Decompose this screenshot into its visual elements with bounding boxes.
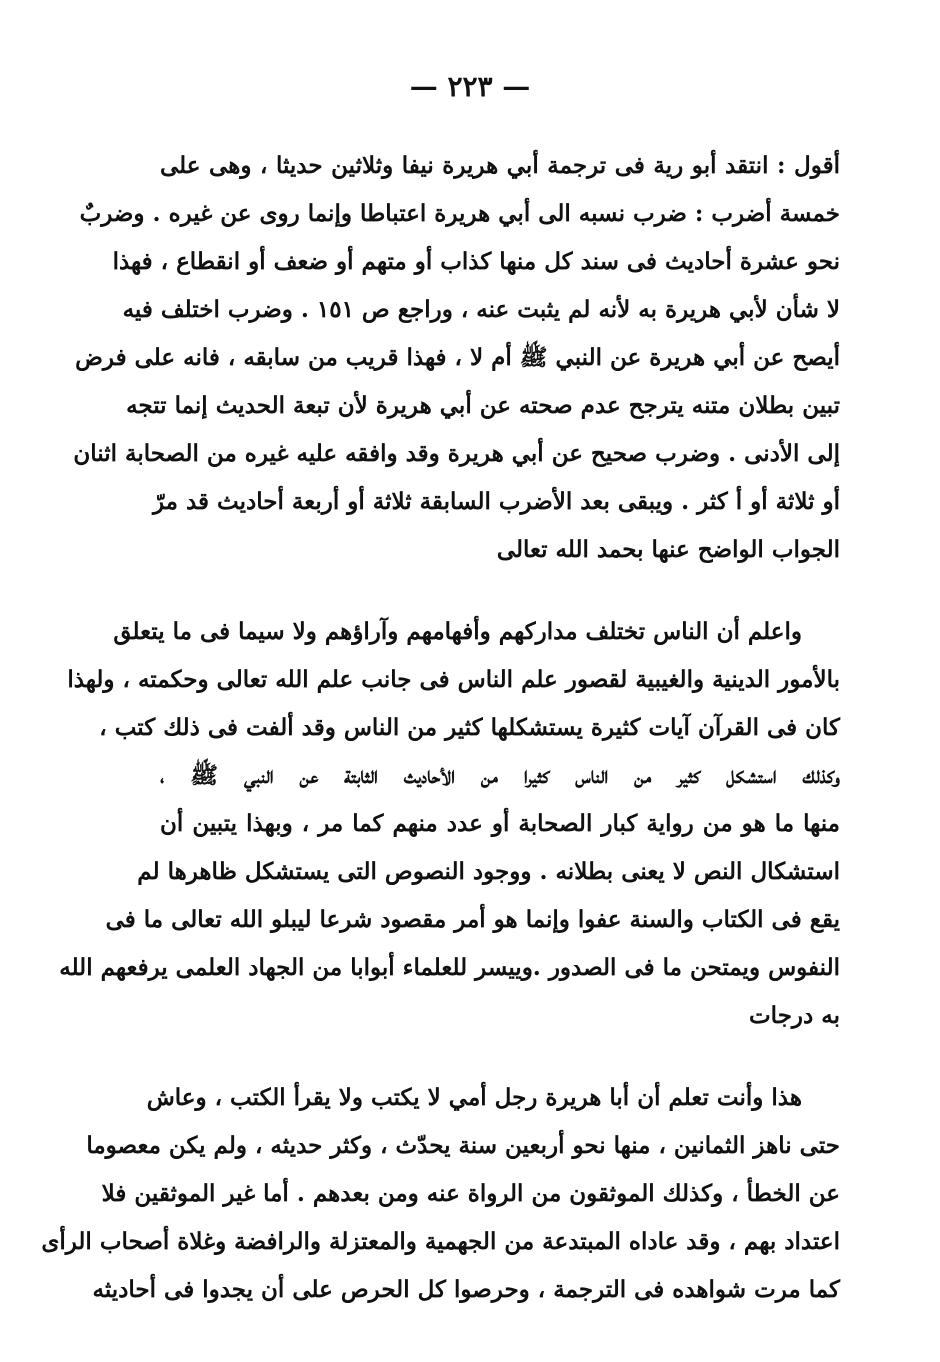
paragraph-spacer [160,1040,840,1074]
text-line: كما مرت شواهده فى الترجمة ، وحرصوا كل الحرص على أن يجدوا فى أحاديثه [92,1276,840,1303]
text-line: خمسة أضرب : ضرب نسبه الى أبي هريرة اعتباطا وإنما روى عن غيره . وضربٌ [79,200,840,227]
text-line: النفوس ويمتحن ما فى الصدور .وييسر للعلماء أبوابا من الجهاد العلمى يرفعهم الله [59,954,840,981]
text-line: يقع فى الكتاب والسنة عفوا وإنما هو أمر مقصود شرعا ليبلو الله تعالى ما فى [105,906,840,933]
page-number: — ٢٢٣ — [409,70,531,103]
text-line: الجواب الواضح عنها بحمد الله تعالى [496,536,840,563]
text-line: تبين بطلان متنه يترجح عدم صحته عن أبي هريرة لأن تبعة الحديث إنما تتجه [126,392,840,419]
text-line: بالأمور الدينية والغيبية لقصور علم الناس فى جانب علم الله تعالى وحكمته ، ولهذا [67,666,840,693]
paragraph-2 [59,608,840,1040]
text-line: واعلم أن الناس تختلف مداركهم وأفهامهم وآراؤهم ولا سيما فى ما يتعلق [113,618,802,645]
text-line: اعتداد بهم ، وقد عاداه المبتدعة من الجهمية والمعتزلة والرافضة وغلاة أصحاب الرأى [41,1228,840,1255]
text-line: كان فى القرآن آيات كثيرة يستشكلها كثير من الناس وقد ألفت فى ذلك كتب ، [99,714,840,741]
paragraph-3 [41,1074,840,1314]
text-line: لا شأن لأبي هريرة به لأنه لم يثبت عنه ، وراجع ص ١٥١ . وضرب اختلف فيه [122,296,840,323]
text-line: عن الخطأ ، وكذلك الموثقون من الرواة عنه ومن بعدهم . أما غير الموثقين فلا [101,1180,840,1207]
paragraph-1 [73,142,840,574]
text-line: حتى ناهز الثمانين ، منها نحو أربعين سنة يحدّث ، وكثر حديثه ، ولم يكن معصوما [86,1132,840,1159]
text-line: به درجات [749,1002,840,1029]
text-line: إلى الأدنى . وضرب صحيح عن أبي هريرة وقد وافقه عليه غيره من الصحابة اثنان [73,440,840,467]
text-line: استشكال النص لا يعنى بطلانه . ووجود النصوص التى يستشكل ظاهرها لم [137,858,840,885]
text-line: هذا وأنت تعلم أن أبا هريرة رجل أمي لا يكتب ولا يقرأ الكتب ، وعاش [146,1084,802,1111]
text-line: وكذلك استشكل كثير من الناس كثيرا من الأحاديث الثابتة عن النبي ﷺ ، [160,762,840,789]
text-line: أو ثلاثة أو أ كثر . ويبقى بعد الأضرب السابقة ثلاثة أو أربعة أحاديث قد مرّ [152,488,840,515]
text-line: منها ما هو من رواية كبار الصحابة أو عدد منهم كما مر ، وبهذا يتبين أن [160,810,840,837]
body-text [41,142,840,1314]
paragraph-spacer [160,574,840,608]
text-line: أقول : انتقد أبو رية فى ترجمة أبي هريرة نيفا وثلاثين حديثا ، وهى على [160,152,840,179]
text-line: أيصح عن أبي هريرة عن النبي ﷺ أم لا ، فهذا قريب من سابقه ، فانه على فرض [75,344,840,371]
text-line: نحو عشرة أحاديث فى سند كل منها كذاب أو متهم أو ضعف أو انقطاع ، فهذا [112,248,840,275]
